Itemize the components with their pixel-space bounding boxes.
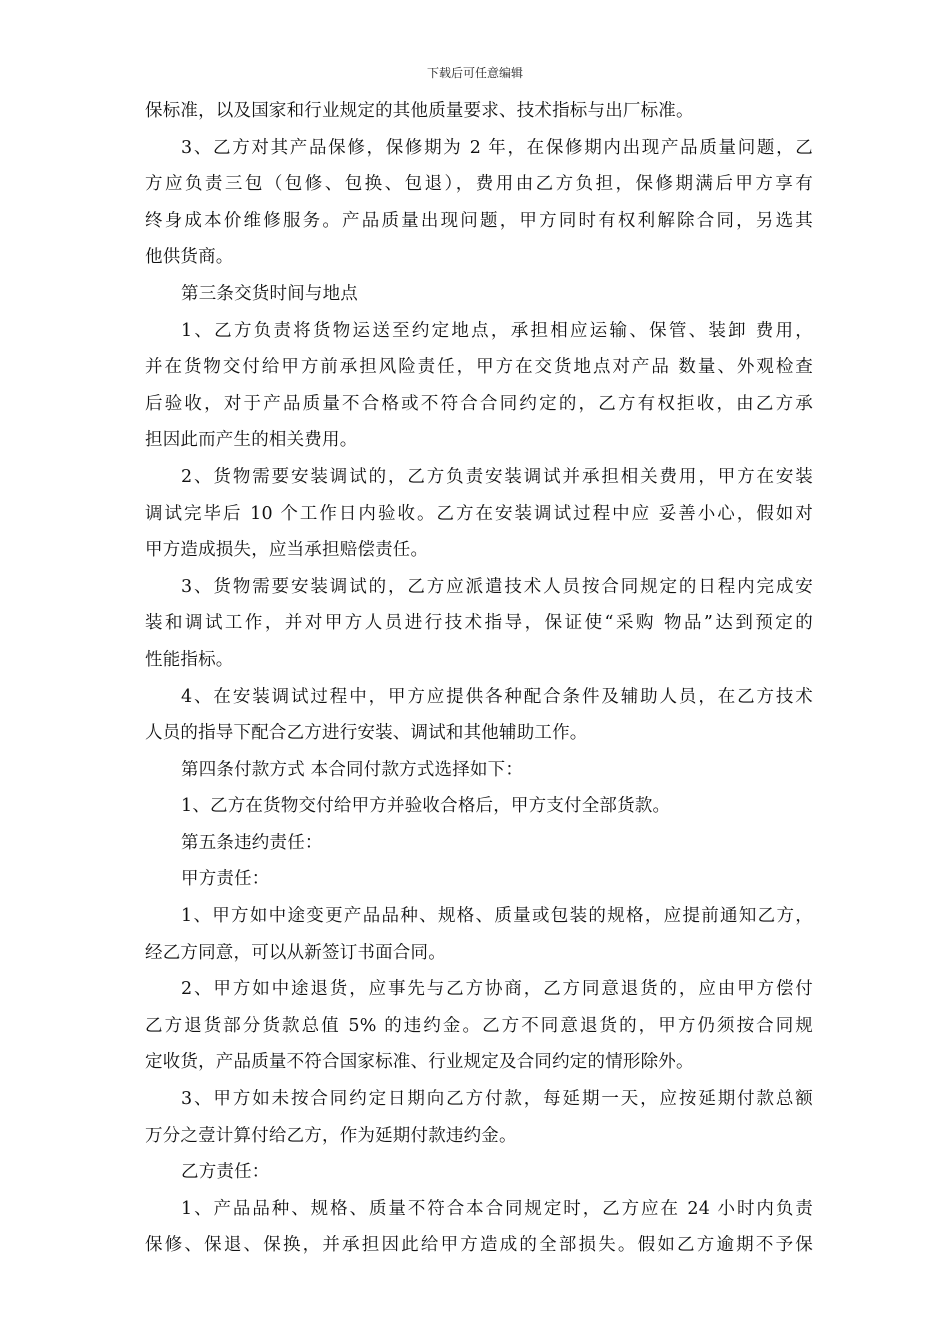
text-line: 甲方责任： <box>181 869 270 890</box>
text-line: 第三条交货时间与地点 <box>181 283 358 304</box>
text-line: 万分之壹计算付给乙方，作为延期付款违约金。 <box>145 1125 517 1146</box>
page-header: 下载后可任意编辑 <box>426 66 523 80</box>
text-line: 调试完毕后 10 个工作日内验收。乙方在安装调试过程中应 妥善小心，假如对 <box>145 503 813 524</box>
text-line: 装和调试工作，并对甲方人员进行技术指导，保证使“采购 物品”达到预定的 <box>145 613 813 634</box>
text-line: 1、乙方在货物交付给甲方并验收合格后，甲方支付全部货款。 <box>181 796 671 817</box>
text-line: 1、甲方如中途变更产品品种、规格、质量或包装的规格，应提前通知乙方， <box>181 906 813 927</box>
text-line: 定收货，产品质量不符合国家标准、行业规定及合同约定的情形除外。 <box>145 1052 694 1073</box>
text-line: 第五条违约责任： <box>181 832 323 853</box>
text-line: 3、甲方如未按合同约定日期向乙方付款，每延期一天，应按延期付款总额 <box>181 1089 813 1110</box>
document-body <box>145 93 813 1264</box>
text-line: 2、甲方如中途退货，应事先与乙方协商，乙方同意退货的，应由甲方偿付 <box>181 979 813 1000</box>
text-line: 经乙方同意，可以从新签订书面合同。 <box>145 942 446 963</box>
text-line: 并在货物交付给甲方前承担风险责任，甲方在交货地点对产品 数量、外观检查 <box>145 357 813 378</box>
text-line: 后验收，对于产品质量不合格或不符合合同约定的，乙方有权拒收，由乙方承 <box>145 393 813 414</box>
text-line: 2、货物需要安装调试的，乙方负责安装调试并承担相关费用，甲方在安装 <box>181 466 813 487</box>
text-line: 第四条付款方式 本合同付款方式选择如下： <box>181 759 524 780</box>
text-line: 人员的指导下配合乙方进行安装、调试和其他辅助工作。 <box>145 723 588 744</box>
text-line: 保标准，以及国家和行业规定的其他质量要求、技术指标与出厂标准。 <box>145 101 694 121</box>
text-line: 乙方责任： <box>181 1162 270 1183</box>
text-line: 1、产品品种、规格、质量不符合本合同规定时，乙方应在 24 小时内负责 <box>181 1198 813 1219</box>
text-line: 4、在安装调试过程中，甲方应提供各种配合条件及辅助人员，在乙方技术 <box>181 686 813 707</box>
text-line: 乙方退货部分货款总值 5% 的违约金。乙方不同意退货的，甲方仍须按合同规 <box>145 1015 813 1036</box>
text-line: 保修、保退、保换，并承担因此给甲方造成的全部损失。假如乙方逾期不予保 <box>145 1235 813 1256</box>
text-line: 甲方造成损失，应当承担赔偿责任。 <box>145 540 429 561</box>
text-line: 3、乙方对其产品保修，保修期为 2 年，在保修期内出现产品质量问题，乙 <box>181 137 813 158</box>
text-line: 担因此而产生的相关费用。 <box>145 430 358 451</box>
text-line: 3、货物需要安装调试的，乙方应派遣技术人员按合同规定的日程内完成安 <box>181 576 813 597</box>
text-line: 方应负责三包（包修、包换、包退），费用由乙方负担，保修期满后甲方享有 <box>145 174 813 195</box>
text-line: 性能指标。 <box>145 649 234 670</box>
text-line: 终身成本价维修服务。产品质量出现问题，甲方同时有权利解除合同，另选其 <box>145 210 813 231</box>
text-line: 1、乙方负责将货物运送至约定地点，承担相应运输、保管、装卸 费用， <box>181 320 813 341</box>
text-line: 他供货商。 <box>145 247 234 268</box>
